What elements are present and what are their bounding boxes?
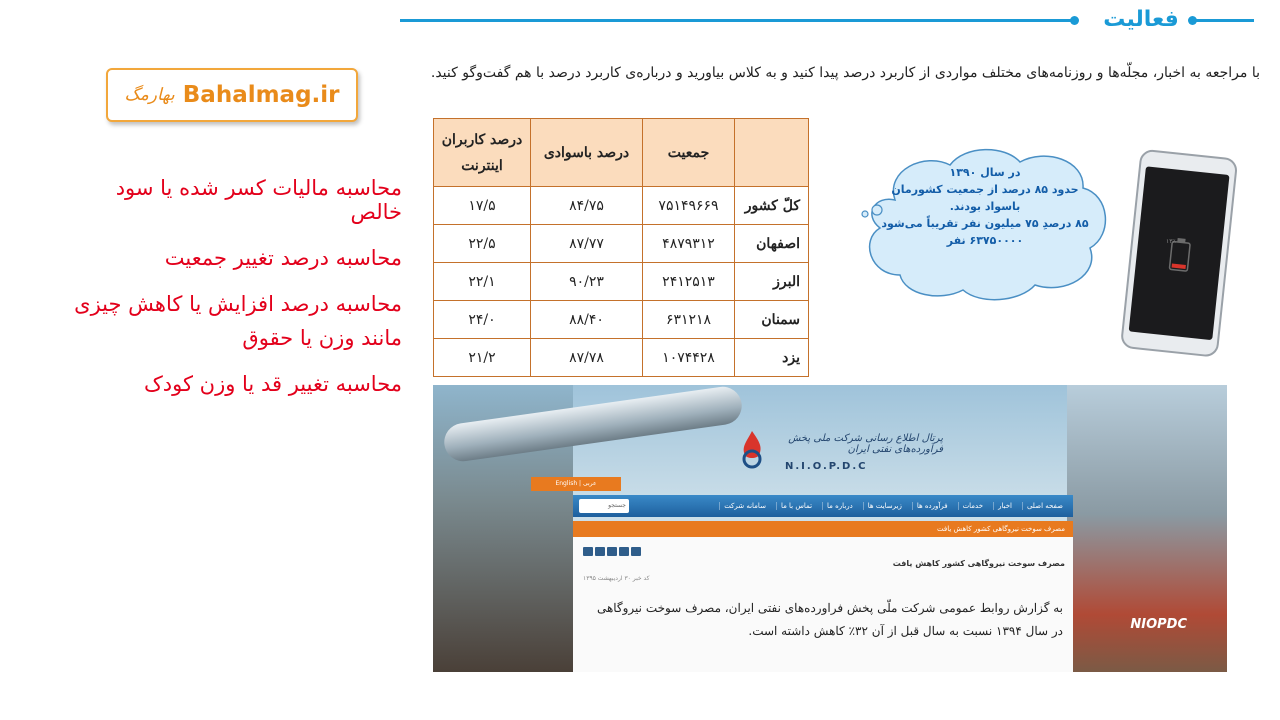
twitter-icon[interactable]: [631, 547, 641, 556]
table-cell: ۸۸/۴۰: [531, 301, 643, 339]
list-item: محاسبه درصد افزایش یا کاهش چیزی: [74, 292, 402, 316]
portal-code: N.I.O.P.D.C: [785, 461, 868, 472]
article-breadcrumb-bar: مصرف سوخت نیروگاهی کشور کاهش یافت: [573, 521, 1073, 537]
table-cell: یزد: [735, 339, 809, 377]
table-row: [434, 225, 809, 263]
print-icon[interactable]: [583, 547, 593, 556]
nav-item-contact[interactable]: تماس با ما: [776, 502, 816, 510]
site-search-input[interactable]: جستجو: [579, 499, 629, 513]
table-row: [434, 187, 809, 225]
cloud-line: حدود ۸۵ درصد از جمعیت کشورمان: [891, 183, 1079, 196]
percent-usage-list: [60, 176, 402, 418]
list-item: مانند وزن یا حقوق: [242, 326, 402, 350]
share-icons: [583, 547, 641, 556]
table-cell: ۱۰۷۴۴۲۸: [643, 339, 735, 377]
table-cell: ۸۷/۷۷: [531, 225, 643, 263]
nav-item-system[interactable]: سامانه شرکت: [719, 502, 770, 510]
header-rule-right: [1194, 19, 1254, 22]
province-stats-table: [433, 118, 809, 377]
site-navbar: [573, 495, 1073, 517]
cloud-line: در سال ۱۳۹۰: [949, 166, 1021, 179]
table-header-cell: درصد کاربران اینترنت: [434, 119, 531, 187]
niopdc-website-banner: [433, 385, 1227, 672]
table-header-row: [434, 119, 809, 187]
table-row: [434, 301, 809, 339]
cloud-text: [880, 164, 1090, 249]
bahalmag-logo: [106, 68, 358, 122]
table-header-cell: جمعیت: [643, 119, 735, 187]
table-cell: کلّ کشور: [735, 187, 809, 225]
table-cell: ۲۱/۲: [434, 339, 531, 377]
table-cell: البرز: [735, 263, 809, 301]
email-icon[interactable]: [595, 547, 605, 556]
table-cell: ۲۲/۵: [434, 225, 531, 263]
list-item: محاسبه مالیات کسر شده یا سود خالص: [115, 176, 402, 224]
niopdc-flame-icon: [733, 429, 771, 469]
table-row: [434, 263, 809, 301]
table-cell: ۸۷/۷۸: [531, 339, 643, 377]
cloud-line: ۶۳۷۵۰۰۰۰ نفر: [946, 234, 1024, 247]
language-tab[interactable]: English | عربی: [531, 477, 621, 491]
smartphone-image: [1117, 148, 1237, 360]
header-rule-left: [400, 19, 1076, 22]
cloud-line: باسواد بودند.: [949, 200, 1021, 213]
table-cell: ۷۵۱۴۹۶۶۹: [643, 187, 735, 225]
header-rule-dot-left: [1070, 16, 1079, 25]
logo-text: Bahalmag.ir: [182, 82, 340, 108]
article-date: کد خبر ۳۰ اردیبهشت ۱۳۹۵: [583, 575, 650, 582]
nav-item-home[interactable]: صفحه اصلی: [1022, 502, 1067, 510]
logo-mark: بهارمگ: [124, 85, 175, 105]
nav-item-about[interactable]: درباره ما: [822, 502, 857, 510]
facebook-icon[interactable]: [619, 547, 629, 556]
article-title: مصرف سوخت نیروگاهی کشور کاهش یافت: [892, 559, 1065, 568]
table-cell: ۶۳۱۲۱۸: [643, 301, 735, 339]
table-header-cell: درصد باسوادی: [531, 119, 643, 187]
table-cell: اصفهان: [735, 225, 809, 263]
nav-item-services[interactable]: خدمات: [958, 502, 987, 510]
table-cell: ۹۰/۲۳: [531, 263, 643, 301]
article-body: به گزارش روابط عمومی شرکت ملّی پخش فراورده‌های نفتی ایران، مصرف سوخت نیروگاهی در سال ۱۳۹۴ نسبت به سال قبل از آن ۳۲٪ کاهش داشته است.: [596, 601, 1063, 638]
table-cell: سمنان: [735, 301, 809, 339]
table-cell: ۲۴/۰: [434, 301, 531, 339]
table-cell: ۸۴/۷۵: [531, 187, 643, 225]
list-item: محاسبه درصد تغییر جمعیت: [164, 246, 402, 270]
table-cell: ۲۴۱۲۵۱۳: [643, 263, 735, 301]
table-cell: ۱۷/۵: [434, 187, 531, 225]
activity-title: فعالیت: [1103, 7, 1179, 32]
battery-label: ۱۳٪: [1166, 238, 1176, 245]
intro-paragraph: با مراجعه به اخبار، مجلّه‌ها و روزنامه‌های مختلف مواردی از کاربرد درصد پیدا کنید و به کلاس بیاورید و درباره‌ی کاربرد درصد با هم گفت‌وگو کنید.: [430, 65, 1260, 81]
table-row: [434, 339, 809, 377]
nav-item-subsites[interactable]: زیرسایت ها: [863, 502, 906, 510]
portal-title: پرتال اطلاع رسانی شرکت ملی پخش فرآورده‌های نفتی ایران: [788, 433, 943, 455]
news-article: [573, 537, 1073, 672]
table-cell: ۲۲/۱: [434, 263, 531, 301]
cloud-line: ۸۵ درصدِ ۷۵ میلیون نفر تقریباً می‌شود: [881, 217, 1089, 230]
nav-item-products[interactable]: فرآورده ها: [912, 502, 952, 510]
table-cell: ۴۸۷۹۳۱۲: [643, 225, 735, 263]
truck-logo-text: NIOPDC: [1130, 617, 1187, 632]
nav-item-news[interactable]: اخبار: [993, 502, 1016, 510]
table-header-cell: [735, 119, 809, 187]
list-item: محاسبه تغییر قد یا وزن کودک: [143, 372, 402, 396]
share-icon[interactable]: [607, 547, 617, 556]
